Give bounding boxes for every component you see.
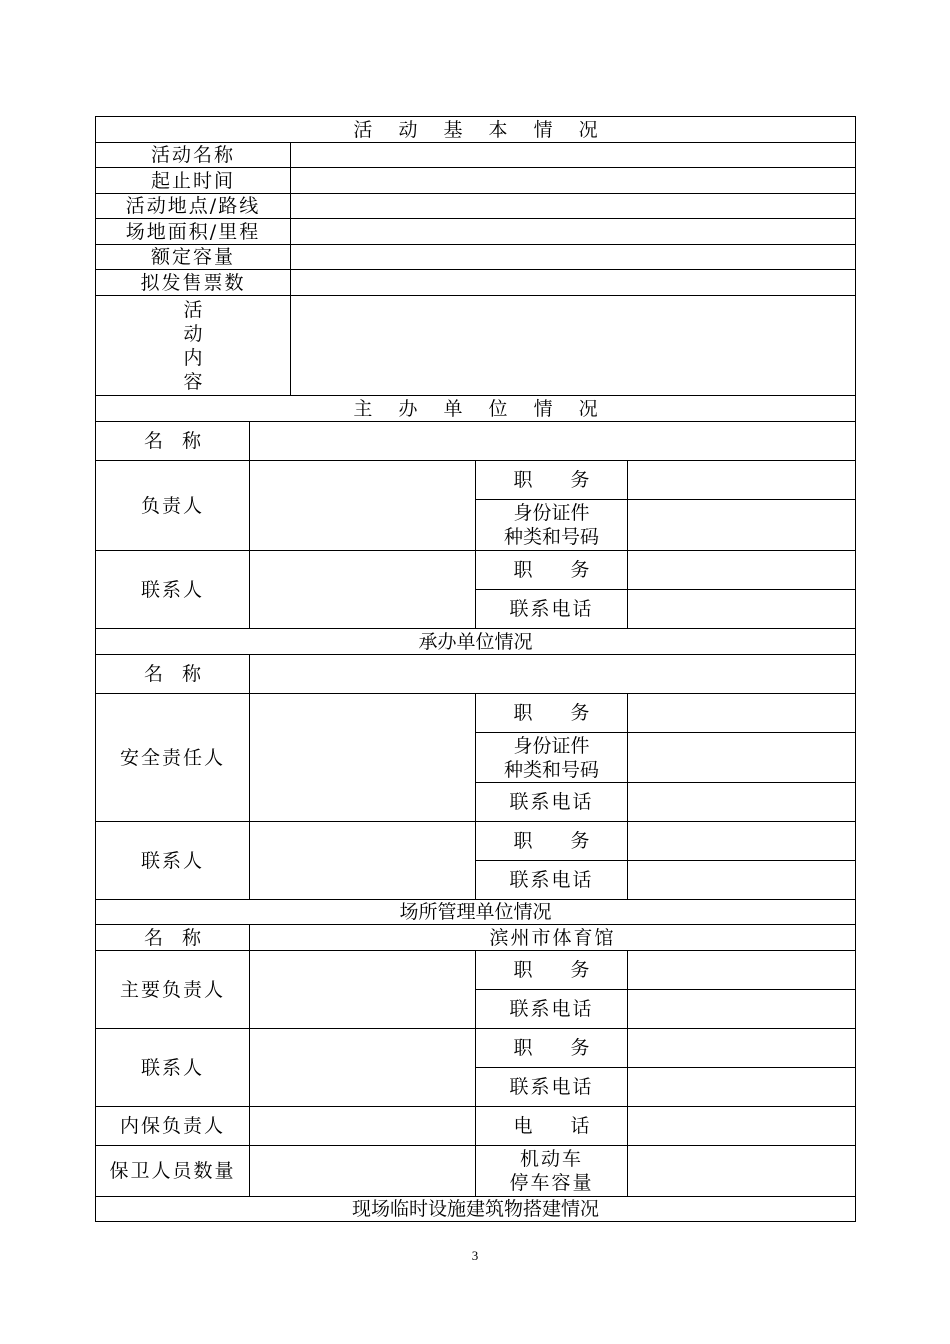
label-venue-leader-phone: 联系电话 [476,990,628,1029]
field-internal-security-leader[interactable] [250,1107,476,1146]
label-venue-contact-phone: 联系电话 [476,1068,628,1107]
label-guard-count: 保卫人员数量 [96,1146,250,1197]
label-organizer-contact-position: 职 务 [476,551,628,590]
field-location-route[interactable] [291,194,856,219]
section-title-event-basic: 活 动 基 本 情 况 [96,117,856,143]
label-organizer-name: 名 称 [96,422,250,461]
field-venue-name[interactable]: 滨州市体育馆 [250,925,856,951]
label-safety-phone: 联系电话 [476,783,628,822]
label-event-content-char: 内 [183,346,203,369]
label-safety-position: 职 务 [476,694,628,733]
label-location-route: 活动地点/路线 [96,194,291,219]
field-internal-security-phone[interactable] [628,1107,856,1146]
field-undertaker-contact-phone[interactable] [628,861,856,900]
label-organizer-contact-phone: 联系电话 [476,590,628,629]
label-undertaker-contact: 联系人 [96,822,250,900]
event-registration-form [95,116,856,1222]
label-organizer-leader-id [476,500,628,551]
label-venue-contact-position: 职 务 [476,1029,628,1068]
field-parking-capacity[interactable] [628,1146,856,1197]
label-undertaker-contact-position: 职 务 [476,822,628,861]
label-venue-contact: 联系人 [96,1029,250,1107]
label-undertaker-name: 名 称 [96,655,250,694]
label-rated-capacity: 额定容量 [96,245,291,270]
label-organizer-leader-position: 职 务 [476,461,628,500]
label-venue-name: 名 称 [96,925,250,951]
label-id-line-2: 种类和号码 [503,526,599,548]
section-title-temporary-facilities: 现场临时设施建筑物搭建情况 [96,1197,856,1222]
label-event-content [96,296,291,396]
field-safety-responsible[interactable] [250,694,476,822]
section-title-venue-management: 场所管理单位情况 [96,900,856,925]
label-undertaker-contact-phone: 联系电话 [476,861,628,900]
label-event-content-char: 容 [183,370,203,393]
label-safety-responsible: 安全责任人 [96,694,250,822]
label-start-end-time: 起止时间 [96,168,291,194]
label-internal-security-leader: 内保负责人 [96,1107,250,1146]
field-organizer-contact-phone[interactable] [628,590,856,629]
field-undertaker-contact[interactable] [250,822,476,900]
label-event-content-char: 活 [183,298,203,321]
field-venue-contact[interactable] [250,1029,476,1107]
label-parking-line-1: 机动车 [519,1148,583,1170]
label-venue-leader-position: 职 务 [476,951,628,990]
page-number: 3 [471,1248,479,1263]
label-event-name: 活动名称 [96,143,291,168]
field-safety-phone[interactable] [628,783,856,822]
label-event-content-char: 动 [183,322,203,345]
field-undertaker-contact-position[interactable] [628,822,856,861]
field-tickets-to-sell[interactable] [291,270,856,296]
field-organizer-contact-position[interactable] [628,551,856,590]
field-safety-id[interactable] [628,733,856,783]
label-area-mileage: 场地面积/里程 [96,219,291,245]
field-event-content[interactable] [291,296,856,396]
field-safety-position[interactable] [628,694,856,733]
field-organizer-name[interactable] [250,422,856,461]
field-undertaker-name[interactable] [250,655,856,694]
label-parking-line-2: 停车容量 [509,1172,594,1194]
field-venue-contact-phone[interactable] [628,1068,856,1107]
label-venue-main-leader: 主要负责人 [96,951,250,1029]
section-title-organizer: 主 办 单 位 情 况 [96,396,856,422]
field-rated-capacity[interactable] [291,245,856,270]
label-organizer-contact: 联系人 [96,551,250,629]
section-title-undertaker: 承办单位情况 [96,629,856,655]
field-organizer-contact[interactable] [250,551,476,629]
label-id-line-1: 身份证件 [513,502,590,524]
label-internal-security-phone: 电 话 [476,1107,628,1146]
field-organizer-leader-position[interactable] [628,461,856,500]
field-venue-leader-position[interactable] [628,951,856,990]
label-parking-capacity [476,1146,628,1197]
field-event-name[interactable] [291,143,856,168]
label-id-line-2: 种类和号码 [503,758,599,781]
field-organizer-leader[interactable] [250,461,476,551]
field-start-end-time[interactable] [291,168,856,194]
field-venue-main-leader[interactable] [250,951,476,1029]
field-guard-count[interactable] [250,1146,476,1197]
field-area-mileage[interactable] [291,219,856,245]
label-safety-id [476,733,628,783]
label-id-line-1: 身份证件 [513,734,590,757]
field-organizer-leader-id[interactable] [628,500,856,551]
label-tickets-to-sell: 拟发售票数 [96,270,291,296]
field-venue-contact-position[interactable] [628,1029,856,1068]
label-organizer-leader: 负责人 [96,461,250,551]
field-venue-leader-phone[interactable] [628,990,856,1029]
